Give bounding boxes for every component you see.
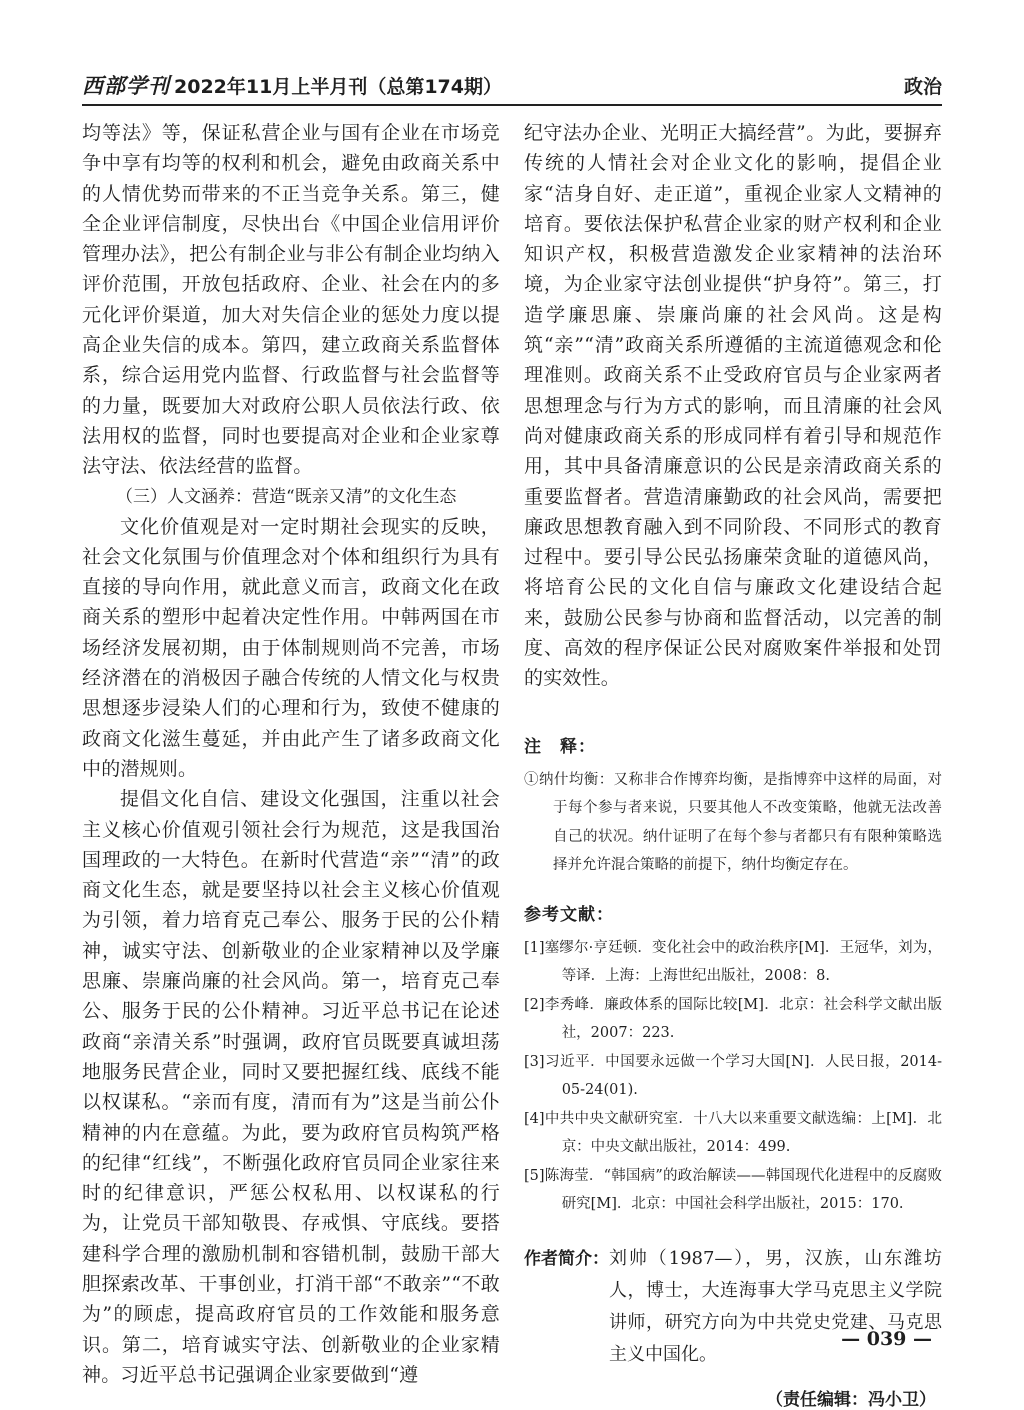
paragraph: 提倡文化自信、建设文化强国，注重以社会主义核心价值观引领社会行为规范，这是我国治国理政的一大特色。在新时代营造“亲”“清”的政商文化生态，就是要坚持以社会主义核心价值观为引领，着力培育克己奉公、服务于民的公仆精神，诚实守法、创新敬业的企业家精神以及学廉思廉、崇廉尚廉的社会风尚。第一，培育克己奉公、服务于民的公仆精神。习近平总书记在论述政商“亲清关系”时强调，政府官员既要真诚坦荡地服务民营企业，同时又要把握红线、底线不能以权谋私。“亲而有度，清而有为”这是当前公仆精神的内在意蕴。为此，要为政府官员构筑严格的纪律“红线”，不断强化政府官员同企业家往来时的纪律意识，严惩公权私用、以权谋私的行为，让党员干部知敬畏、存戒惧、守底线。要搭建科学合理的激励机制和容错机制，鼓励干部大胆探索改革、干事创业，打消干部“不敢亲”“不敢为”的顾虑，提高政府官员的工作效能和服务意识。第二，培育诚实守法、创新敬业的企业家精神。习近平总书记强调企业家要做到“遵 bbox=[82, 788, 500, 1386]
right-column bbox=[524, 118, 942, 1410]
reference-item: [4]中共中央文献研究室．十八大以来重要文献选编：上[M]．北京：中央文献出版社，2014：499. bbox=[524, 1110, 942, 1156]
author-bio bbox=[524, 1243, 942, 1371]
reference-item: [1]塞缪尔·亨廷顿．变化社会中的政治秩序[M]．王冠华，刘为，等译．上海：上海世纪出版社，2008：8. bbox=[524, 939, 942, 985]
subsection-heading: （三）人文涵养：营造“既亲又清”的文化生态 bbox=[116, 486, 457, 507]
paragraph: 文化价值观是对一定时期社会现实的反映，社会文化氛围与价值理念对个体和组织行为具有直接的导向作用，就此意义而言，政商文化在政商关系的塑形中起着决定性作用。中韩两国在市场经济发展初期，由于体制规则尚不完善，市场经济潜在的消极因子融合传统的人情文化与权贵思想逐步浸染人们的心理和行为，致使不健康的政商文化滋生蔓延，并由此产生了诸多政商文化中的潜规则。 bbox=[82, 515, 500, 780]
reference-item: [5]陈海莹．“韩国病”的政治解读——韩国现代化进程中的反腐败研究[M]．北京：中国社会科学出版社，2015：170. bbox=[524, 1167, 942, 1213]
responsible-editor: （责任编辑：冯小卫） bbox=[766, 1389, 936, 1410]
author-bio-label: 作者简介： bbox=[524, 1248, 609, 1269]
left-column bbox=[82, 118, 500, 1390]
section-name: 政治 bbox=[903, 76, 942, 98]
journal-logo: 西部学刊 bbox=[82, 73, 170, 98]
footnote: ①纳什均衡：又称非合作博弈均衡，是指博弈中这样的局面，对于每个参与者来说，只要其他人不改变策略，他就无法改善自己的状况。纳什证明了在每个参与者都只有有限种策略选择并允许混合策略的前提下，纳什均衡定存在。 bbox=[524, 771, 942, 874]
page-number: — 039 — bbox=[841, 1328, 932, 1350]
page-header bbox=[82, 64, 942, 106]
paragraph-continued: 均等法》等，保证私营企业与国有企业在市场竞争中享有均等的权利和机会，避免由政商关系中的人情优势而带来的不正当竞争关系。第三，健全企业评信制度，尽快出台《中国企业信用评价管理办法》，把公有制企业与非公有制企业均纳入评价范围，开放包括政府、企业、社会在内的多元化评价渠道，加大对失信企业的惩处力度以提高企业失信的成本。第四，建立政商关系监督体系，综合运用党内监督、行政监督与社会监督等的力量，既要加大对政府公职人员依法行政、依法用权的监督，同时也要提高对企业和企业家尊法守法、依法经营的监督。 bbox=[82, 122, 500, 478]
author-bio-text: 刘帅（1987—），男，汉族，山东潍坊人，博士，大连海事大学马克思主义学院讲师，研究方向为中共党史党建、马克思主义中国化。 bbox=[609, 1247, 942, 1365]
paragraph-continued: 纪守法办企业、光明正大搞经营”。为此，要摒弃传统的人情社会对企业文化的影响，提倡企业家“洁身自好、走正道”，重视企业家人文精神的培育。要依法保护私营企业家的财产权利和企业知识产权，积极营造激发企业家精神的法治环境，为企业家守法创业提供“护身符”。第三，打造学廉思廉、崇廉尚廉的社会风尚。这是构筑“亲”“清”政商关系所遵循的主流道德观念和伦理准则。政商关系不止受政府官员与企业家两者思想理念与行为方式的影响，而且清廉的社会风尚对健康政商关系的形成同样有着引导和规范作用，其中具备清廉意识的公民是亲清政商关系的重要监督者。营造清廉勤政的社会风尚，需要把廉政思想教育融入到不同阶段、不同形式的教育过程中。要引导公民弘扬廉荣贪耻的道德风尚，将培育公民的文化自信与廉政文化建设结合起来，鼓励公民参与协商和监督活动，以完善的制度、高效的程序保证公民对腐败案件举报和处罚的实效性。 bbox=[524, 122, 942, 690]
reference-item: [2]李秀峰．廉政体系的国际比较[M]．北京：社会科学文献出版社，2007：223. bbox=[524, 996, 942, 1042]
reference-item: [3]习近平．中国要永远做一个学习大国[N]．人民日报，2014-05-24(01). bbox=[524, 1053, 942, 1099]
reference-list bbox=[524, 934, 942, 1219]
issue-info: 2022年11月上半月刊（总第174期） bbox=[174, 76, 502, 98]
references-heading: 参考文献： bbox=[524, 904, 614, 925]
notes-heading: 注 释： bbox=[524, 736, 596, 757]
